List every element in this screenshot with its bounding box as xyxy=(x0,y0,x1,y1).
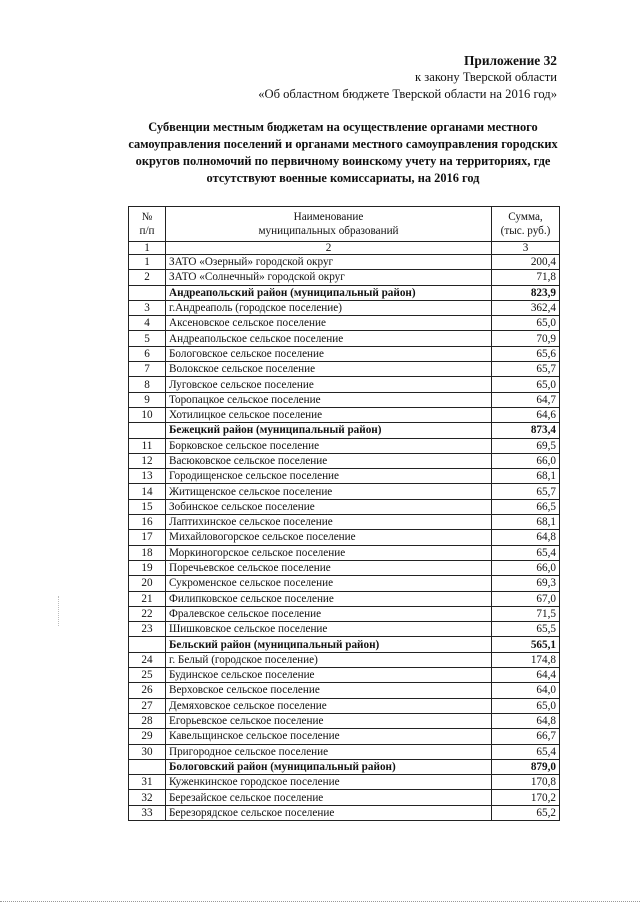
municipality-name: Шишковское сельское поселение xyxy=(166,622,492,637)
municipality-name: Будинское сельское поселение xyxy=(166,668,492,683)
municipality-name: Демяховское сельское поселение xyxy=(166,698,492,713)
municipality-name: Филипковское сельское поселение xyxy=(166,591,492,606)
municipality-name: Зобинское сельское поселение xyxy=(166,499,492,514)
district-total-row xyxy=(129,637,560,652)
row-number xyxy=(129,637,166,652)
subvention-sum: 65,7 xyxy=(492,484,560,499)
municipality-name: Моркиногорское сельское поселение xyxy=(166,545,492,560)
municipality-name: Сукроменское сельское поселение xyxy=(166,576,492,591)
row-number xyxy=(129,759,166,774)
municipality-name: Михайловогорское сельское поселение xyxy=(166,530,492,545)
municipality-name: Кавельщинское сельское поселение xyxy=(166,729,492,744)
subvention-sum: 64,8 xyxy=(492,713,560,728)
subvention-sum: 170,2 xyxy=(492,790,560,805)
table-row xyxy=(129,591,560,606)
header-name-line1: Наименование xyxy=(293,211,364,223)
table-row xyxy=(129,484,560,499)
header-sum-line2: (тыс. руб.) xyxy=(500,225,551,237)
municipality-name: Житищенское сельское поселение xyxy=(166,484,492,499)
subvention-sum: 65,4 xyxy=(492,545,560,560)
row-number: 22 xyxy=(129,606,166,621)
subvention-sum: 170,8 xyxy=(492,775,560,790)
column-index-row xyxy=(129,242,560,255)
municipality-name: Егорьевское сельское поселение xyxy=(166,713,492,728)
subvention-sum: 64,4 xyxy=(492,668,560,683)
table-header-row xyxy=(129,207,560,242)
table-row xyxy=(129,377,560,392)
table-row xyxy=(129,499,560,514)
subvention-table xyxy=(128,206,560,821)
subvention-sum: 64,7 xyxy=(492,392,560,407)
municipality-name: Фралевское сельское поселение xyxy=(166,606,492,621)
municipality-name: Андреапольский район (муниципальный район) xyxy=(166,285,492,300)
municipality-name: г.Андреаполь (городское поселение) xyxy=(166,300,492,315)
table-row xyxy=(129,622,560,637)
municipality-name: Торопацкое сельское поселение xyxy=(166,392,492,407)
table-row xyxy=(129,560,560,575)
municipality-name: Пригородное сельское поселение xyxy=(166,744,492,759)
subvention-sum: 65,7 xyxy=(492,362,560,377)
subvention-sum: 65,0 xyxy=(492,698,560,713)
row-number: 2 xyxy=(129,270,166,285)
row-number: 10 xyxy=(129,407,166,422)
municipality-name: Поречьевское сельское поселение xyxy=(166,560,492,575)
row-number: 1 xyxy=(129,255,166,270)
municipality-name: Лаптихинское сельское поселение xyxy=(166,515,492,530)
subvention-sum: 65,0 xyxy=(492,316,560,331)
column-index: 3 xyxy=(492,242,560,255)
row-number: 15 xyxy=(129,499,166,514)
municipality-name: Бельский район (муниципальный район) xyxy=(166,637,492,652)
municipality-name: Аксеновское сельское поселение xyxy=(166,316,492,331)
subvention-sum: 873,4 xyxy=(492,423,560,438)
document-title: Субвенции местным бюджетам на осуществление органами местного самоуправления поселений и органами местного самоуправления городских округов полномочий по первичному воинскому учету на территориях, где отсутствуют военные комиссариаты, на 2016 год xyxy=(128,120,558,185)
table-row xyxy=(129,668,560,683)
municipality-name: г. Белый (городское поселение) xyxy=(166,652,492,667)
table-row xyxy=(129,775,560,790)
header-name xyxy=(166,207,492,242)
subvention-sum: 64,8 xyxy=(492,530,560,545)
subvention-sum: 65,4 xyxy=(492,744,560,759)
row-number: 19 xyxy=(129,560,166,575)
subvention-sum: 70,9 xyxy=(492,331,560,346)
table-row xyxy=(129,453,560,468)
row-number: 12 xyxy=(129,453,166,468)
row-number: 30 xyxy=(129,744,166,759)
municipality-name: Андреапольское сельское поселение xyxy=(166,331,492,346)
table-row xyxy=(129,270,560,285)
table-row xyxy=(129,346,560,361)
subvention-sum: 65,6 xyxy=(492,346,560,361)
table-row xyxy=(129,469,560,484)
row-number: 5 xyxy=(129,331,166,346)
law-title: «Об областном бюджете Тверской области на 2016 год» xyxy=(258,87,557,101)
row-number: 17 xyxy=(129,530,166,545)
table-row xyxy=(129,515,560,530)
municipality-name: ЗАТО «Озерный» городской округ xyxy=(166,255,492,270)
table-row xyxy=(129,652,560,667)
law-reference: к закону Тверской области xyxy=(415,70,557,84)
row-number: 9 xyxy=(129,392,166,407)
row-number: 20 xyxy=(129,576,166,591)
municipality-name: Васюковское сельское поселение xyxy=(166,453,492,468)
municipality-name: Борковское сельское поселение xyxy=(166,438,492,453)
row-number: 32 xyxy=(129,790,166,805)
header-name-line2: муниципальных образований xyxy=(258,225,399,237)
table-row xyxy=(129,362,560,377)
subvention-sum: 66,7 xyxy=(492,729,560,744)
column-index: 2 xyxy=(166,242,492,255)
row-number: 24 xyxy=(129,652,166,667)
table-row xyxy=(129,606,560,621)
subvention-sum: 65,0 xyxy=(492,377,560,392)
municipality-name: Бежецкий район (муниципальный район) xyxy=(166,423,492,438)
table-body xyxy=(129,255,560,821)
subvention-sum: 565,1 xyxy=(492,637,560,652)
subvention-sum: 823,9 xyxy=(492,285,560,300)
table-row xyxy=(129,576,560,591)
table-row xyxy=(129,698,560,713)
subvention-sum: 879,0 xyxy=(492,759,560,774)
municipality-name: Березорядское сельское поселение xyxy=(166,805,492,820)
municipality-name: Верховское сельское поселение xyxy=(166,683,492,698)
table-row xyxy=(129,545,560,560)
row-number: 31 xyxy=(129,775,166,790)
district-total-row xyxy=(129,285,560,300)
row-number: 8 xyxy=(129,377,166,392)
district-total-row xyxy=(129,423,560,438)
row-number: 16 xyxy=(129,515,166,530)
subvention-sum: 64,6 xyxy=(492,407,560,422)
table-row xyxy=(129,438,560,453)
table-row xyxy=(129,407,560,422)
municipality-name: Луговское сельское поселение xyxy=(166,377,492,392)
subvention-sum: 66,0 xyxy=(492,560,560,575)
subvention-sum: 64,0 xyxy=(492,683,560,698)
row-number xyxy=(129,285,166,300)
subvention-sum: 68,1 xyxy=(492,515,560,530)
subvention-sum: 362,4 xyxy=(492,300,560,315)
page-bottom-edge xyxy=(0,901,640,903)
table-row xyxy=(129,713,560,728)
table-row xyxy=(129,729,560,744)
municipality-name: Хотилицкое сельское поселение xyxy=(166,407,492,422)
row-number: 18 xyxy=(129,545,166,560)
row-number: 23 xyxy=(129,622,166,637)
municipality-name: Бологовский район (муниципальный район) xyxy=(166,759,492,774)
subvention-sum: 200,4 xyxy=(492,255,560,270)
subvention-sum: 67,0 xyxy=(492,591,560,606)
table-row xyxy=(129,392,560,407)
margin-mark xyxy=(58,596,61,626)
header-number xyxy=(129,207,166,242)
municipality-name: Волокское сельское поселение xyxy=(166,362,492,377)
municipality-name: Городищенское сельское поселение xyxy=(166,469,492,484)
municipality-name: Бологовское сельское поселение xyxy=(166,346,492,361)
table-row xyxy=(129,790,560,805)
table-row xyxy=(129,300,560,315)
subvention-sum: 68,1 xyxy=(492,469,560,484)
table-row xyxy=(129,683,560,698)
header-sum-line1: Сумма, xyxy=(508,211,543,223)
row-number xyxy=(129,423,166,438)
table-row xyxy=(129,255,560,270)
district-total-row xyxy=(129,759,560,774)
municipality-name: Березайское сельское поселение xyxy=(166,790,492,805)
subvention-sum: 69,5 xyxy=(492,438,560,453)
row-number: 11 xyxy=(129,438,166,453)
row-number: 21 xyxy=(129,591,166,606)
row-number: 14 xyxy=(129,484,166,499)
row-number: 33 xyxy=(129,805,166,820)
row-number: 26 xyxy=(129,683,166,698)
subvention-sum: 71,5 xyxy=(492,606,560,621)
row-number: 4 xyxy=(129,316,166,331)
municipality-name: ЗАТО «Солнечный» городской округ xyxy=(166,270,492,285)
table-row xyxy=(129,744,560,759)
table-row xyxy=(129,530,560,545)
header-sum xyxy=(492,207,560,242)
row-number: 27 xyxy=(129,698,166,713)
column-index: 1 xyxy=(129,242,166,255)
subvention-sum: 65,2 xyxy=(492,805,560,820)
row-number: 28 xyxy=(129,713,166,728)
subvention-sum: 65,5 xyxy=(492,622,560,637)
header-number-line2: п/п xyxy=(139,225,155,237)
row-number: 25 xyxy=(129,668,166,683)
subvention-sum: 66,5 xyxy=(492,499,560,514)
municipality-name: Куженкинское городское поселение xyxy=(166,775,492,790)
header-number-line1: № xyxy=(141,211,153,223)
row-number: 3 xyxy=(129,300,166,315)
table-row xyxy=(129,805,560,820)
row-number: 13 xyxy=(129,469,166,484)
table-row xyxy=(129,331,560,346)
appendix-header xyxy=(258,52,557,103)
row-number: 7 xyxy=(129,362,166,377)
row-number: 6 xyxy=(129,346,166,361)
subvention-sum: 66,0 xyxy=(492,453,560,468)
appendix-number: Приложение 32 xyxy=(463,53,557,68)
subvention-sum: 71,8 xyxy=(492,270,560,285)
subvention-sum: 174,8 xyxy=(492,652,560,667)
row-number: 29 xyxy=(129,729,166,744)
subvention-sum: 69,3 xyxy=(492,576,560,591)
table-row xyxy=(129,316,560,331)
